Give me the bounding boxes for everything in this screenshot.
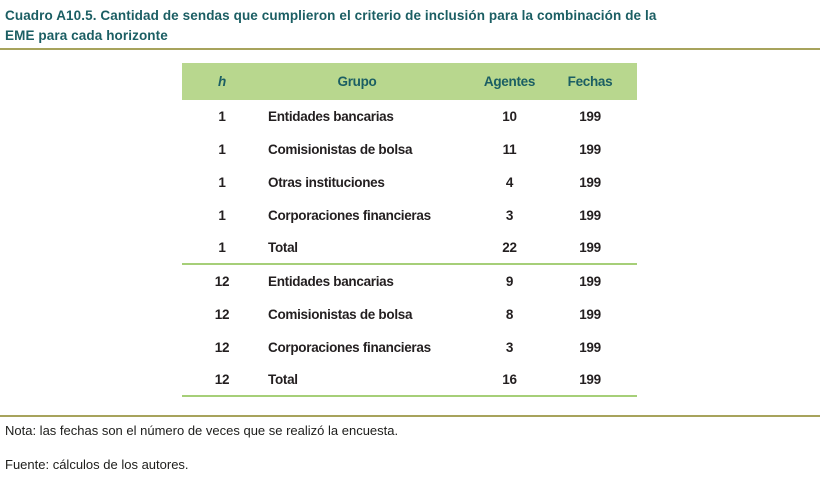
cell-agentes: 3 (505, 208, 514, 223)
cell-agentes: 9 (505, 274, 514, 289)
cell-grupo: Total (268, 372, 298, 387)
cell-h: 1 (218, 175, 226, 190)
cell-fechas: 199 (579, 240, 601, 255)
cell-h: 1 (218, 142, 226, 157)
cell-fechas: 199 (579, 142, 601, 157)
cell-h: 12 (214, 307, 230, 322)
cell-grupo: Otras instituciones (268, 175, 385, 190)
table-row (182, 298, 637, 331)
caption-line-1: Cuadro A10.5. Cantidad de sendas que cumplieron el criterio de inclusión para la combinación de la (5, 8, 657, 23)
cell-fechas: 199 (579, 307, 601, 322)
cell-fechas: 199 (579, 208, 601, 223)
table-row (182, 331, 637, 364)
col-header-h: h (218, 74, 226, 89)
cell-grupo: Corporaciones financieras (268, 340, 431, 355)
top-divider-rule (0, 48, 820, 50)
cell-grupo: Total (268, 240, 298, 255)
cell-fechas: 199 (579, 274, 601, 289)
cell-agentes: 22 (502, 240, 517, 255)
table-row (182, 364, 637, 397)
cell-agentes: 10 (502, 109, 517, 124)
table-row (182, 100, 637, 133)
table-row (182, 199, 637, 232)
table-row (182, 265, 637, 298)
table-caption (0, 0, 820, 46)
table-body (182, 100, 637, 397)
cell-grupo: Corporaciones financieras (268, 208, 431, 223)
col-header-fechas: Fechas (567, 74, 613, 89)
note-text: Nota: las fechas son el número de veces que se realizó la encuesta. (5, 423, 399, 438)
cell-h: 1 (218, 240, 226, 255)
table-row (182, 166, 637, 199)
cell-fechas: 199 (579, 109, 601, 124)
col-header-grupo: Grupo (337, 74, 377, 89)
cell-fechas: 199 (579, 340, 601, 355)
cell-grupo: Comisionistas de bolsa (268, 307, 413, 322)
bottom-divider-rule (0, 415, 820, 417)
source-text: Fuente: cálculos de los autores. (5, 457, 189, 472)
table-row (182, 232, 637, 265)
cell-h: 12 (214, 274, 230, 289)
cell-grupo: Comisionistas de bolsa (268, 142, 413, 157)
col-header-agentes: Agentes (483, 74, 536, 89)
cell-agentes: 16 (502, 372, 517, 387)
cell-fechas: 199 (579, 372, 601, 387)
cell-h: 12 (214, 372, 230, 387)
cell-grupo: Entidades bancarias (268, 274, 394, 289)
data-table (182, 63, 637, 397)
cell-h: 1 (218, 109, 226, 124)
caption-line-2: EME para cada horizonte (5, 28, 168, 43)
cell-agentes: 11 (502, 142, 517, 157)
table-row (182, 133, 637, 166)
cell-fechas: 199 (579, 175, 601, 190)
cell-agentes: 8 (505, 307, 514, 322)
cell-agentes: 4 (505, 175, 514, 190)
cell-grupo: Entidades bancarias (268, 109, 394, 124)
cell-h: 1 (218, 208, 226, 223)
table-header-row (182, 63, 637, 100)
cell-h: 12 (214, 340, 230, 355)
cell-agentes: 3 (505, 340, 514, 355)
